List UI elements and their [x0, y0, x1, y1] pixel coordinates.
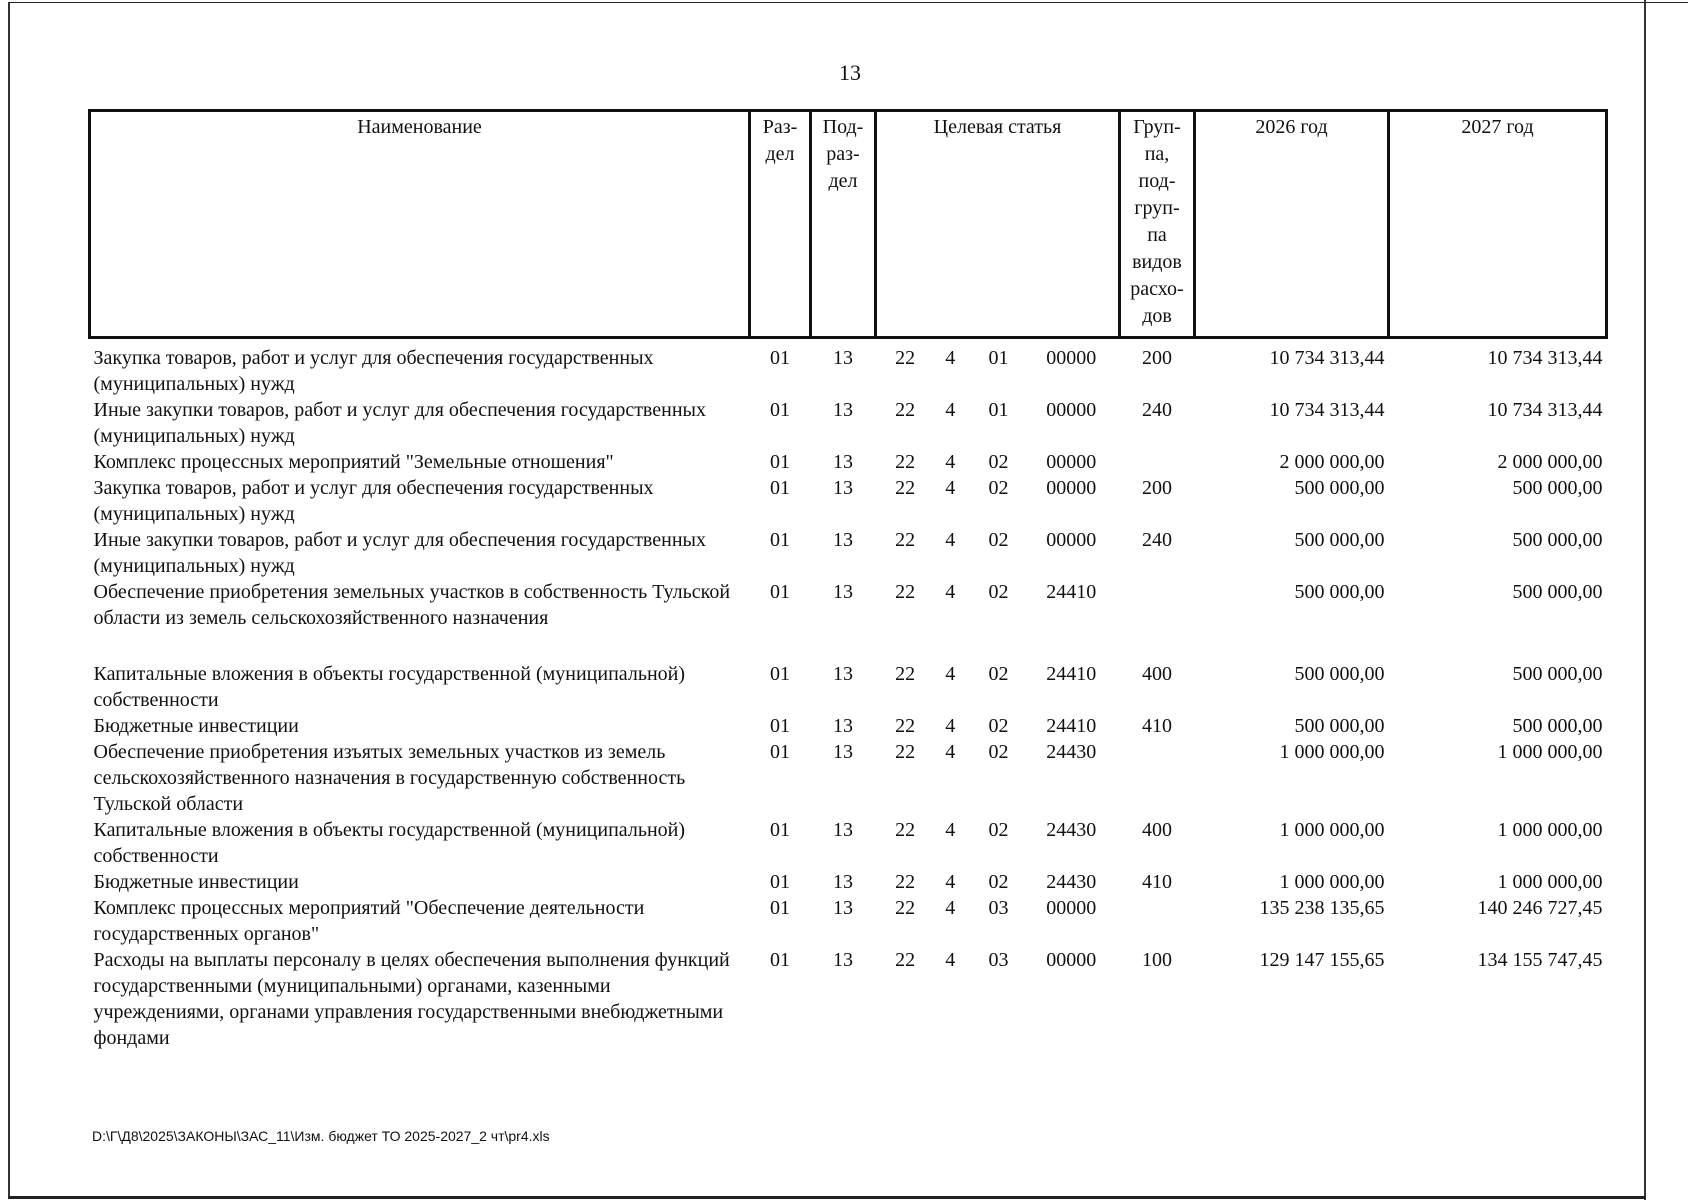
row-2026: 500 000,00 [1294, 715, 1385, 737]
row-target-t3: 02 [988, 663, 1009, 685]
header-target: Целевая статья [876, 111, 1120, 338]
row-target [876, 475, 1120, 527]
row-podrazdel: 13 [833, 715, 853, 737]
row-group: 400 [1142, 663, 1172, 685]
row-razdel: 01 [770, 663, 790, 685]
row-group: 410 [1142, 871, 1172, 893]
table-row [90, 947, 1607, 1051]
table-row [90, 475, 1607, 527]
row-target-t4: 24430 [1046, 819, 1097, 841]
row-target-t1: 22 [895, 871, 916, 893]
row-target-t2: 4 [945, 581, 956, 603]
row-target-t1: 22 [895, 897, 916, 919]
table-row [90, 869, 1607, 895]
row-razdel: 01 [770, 715, 790, 737]
row-name: Обеспечение приобретения изъятых земельных участков из земель сельскохозяйственного назначения в государственную собственность Тульской области [93, 741, 686, 815]
table-row [90, 661, 1607, 713]
row-target-t2: 4 [945, 477, 956, 499]
row-target-t3: 01 [988, 399, 1009, 421]
row-podrazdel: 13 [833, 741, 853, 763]
row-podrazdel: 13 [833, 477, 853, 499]
row-2027: 10 734 313,44 [1487, 347, 1603, 369]
row-target-t2: 4 [945, 715, 956, 737]
row-razdel: 01 [770, 871, 790, 893]
row-target [876, 817, 1120, 869]
row-target-t2: 4 [945, 949, 956, 971]
table-row [90, 713, 1607, 739]
row-target-t1: 22 [895, 949, 916, 971]
row-name: Закупка товаров, работ и услуг для обеспечения государственных (муниципальных) нужд [93, 347, 654, 395]
row-2026: 500 000,00 [1294, 477, 1385, 499]
row-podrazdel: 13 [833, 451, 853, 473]
row-target-t3: 02 [988, 819, 1009, 841]
row-target [876, 739, 1120, 817]
row-razdel: 01 [770, 347, 790, 369]
row-podrazdel: 13 [833, 663, 853, 685]
row-razdel: 01 [770, 897, 790, 919]
page-border-left [8, 2, 10, 1199]
row-target-t3: 02 [988, 871, 1009, 893]
row-target-t1: 22 [895, 477, 916, 499]
row-razdel: 01 [770, 819, 790, 841]
row-2026: 10 734 313,44 [1269, 399, 1385, 421]
row-target-t4: 24430 [1046, 871, 1097, 893]
row-target-t1: 22 [895, 581, 916, 603]
table-row [90, 449, 1607, 475]
row-target-t2: 4 [945, 451, 956, 473]
table-row [90, 895, 1607, 947]
row-target-t2: 4 [945, 897, 956, 919]
page-border-top [8, 2, 1688, 3]
row-podrazdel: 13 [833, 347, 853, 369]
row-group [1120, 449, 1195, 475]
row-target [876, 338, 1120, 398]
row-name: Иные закупки товаров, работ и услуг для обеспечения государственных (муниципальных) нужд [93, 399, 706, 447]
row-target [876, 713, 1120, 739]
row-target-t4: 24430 [1046, 741, 1097, 763]
row-2027: 1 000 000,00 [1497, 871, 1603, 893]
row-target [876, 397, 1120, 449]
row-2026: 10 734 313,44 [1269, 347, 1385, 369]
row-target-t4: 24410 [1046, 663, 1097, 685]
row-podrazdel: 13 [833, 399, 853, 421]
row-target-t3: 02 [988, 715, 1009, 737]
row-name: Капитальные вложения в объекты государственной (муниципальной) собственности [93, 819, 686, 867]
table-row [90, 739, 1607, 817]
row-target-t4: 00000 [1046, 949, 1097, 971]
row-target [876, 895, 1120, 947]
row-target-t3: 02 [988, 741, 1009, 763]
page-number: 13 [839, 60, 861, 85]
row-name: Расходы на выплаты персоналу в целях обеспечения выполнения функций государственными (муниципальными) органами, казенными учреждениями, органами управления государственными внебюджетными фондами [93, 949, 730, 1049]
row-2027: 500 000,00 [1512, 529, 1603, 551]
row-2026: 500 000,00 [1294, 663, 1385, 685]
row-target-t3: 02 [988, 477, 1009, 499]
row-razdel: 01 [770, 741, 790, 763]
table-body [90, 338, 1607, 1052]
row-target-t3: 03 [988, 897, 1009, 919]
row-razdel: 01 [770, 399, 790, 421]
header-group: Груп- па, под- груп- па видов расхо- дов [1120, 111, 1195, 338]
row-2026: 1 000 000,00 [1279, 741, 1385, 763]
row-2027: 500 000,00 [1512, 581, 1603, 603]
table-row [90, 397, 1607, 449]
row-name: Комплекс процессных мероприятий "Обеспечение деятельности государственных органов" [93, 897, 645, 945]
header-2026: 2026 год [1195, 111, 1389, 338]
row-target-t4: 00000 [1046, 451, 1097, 473]
row-target-t1: 22 [895, 529, 916, 551]
row-target [876, 527, 1120, 579]
row-target-t2: 4 [945, 663, 956, 685]
row-group: 200 [1142, 477, 1172, 499]
row-razdel: 01 [770, 581, 790, 603]
row-target-t1: 22 [895, 741, 916, 763]
row-group: 100 [1142, 949, 1172, 971]
row-2027: 1 000 000,00 [1497, 741, 1603, 763]
row-razdel: 01 [770, 529, 790, 551]
row-group: 410 [1142, 715, 1172, 737]
row-group [1120, 579, 1195, 661]
row-2027: 140 246 727,45 [1477, 897, 1603, 919]
row-target-t4: 00000 [1046, 529, 1097, 551]
row-target [876, 869, 1120, 895]
row-target [876, 947, 1120, 1051]
row-2026: 500 000,00 [1294, 529, 1385, 551]
table-row [90, 527, 1607, 579]
row-target-t1: 22 [895, 347, 916, 369]
table-row [90, 817, 1607, 869]
row-target-t3: 01 [988, 347, 1009, 369]
row-group: 240 [1142, 399, 1172, 421]
row-target-t4: 00000 [1046, 477, 1097, 499]
row-target-t1: 22 [895, 399, 916, 421]
header-2027: 2027 год [1389, 111, 1607, 338]
row-target-t3: 02 [988, 581, 1009, 603]
row-group: 400 [1142, 819, 1172, 841]
row-podrazdel: 13 [833, 949, 853, 971]
row-podrazdel: 13 [833, 897, 853, 919]
row-target-t1: 22 [895, 451, 916, 473]
row-2026: 129 147 155,65 [1259, 949, 1385, 971]
row-name: Иные закупки товаров, работ и услуг для обеспечения государственных (муниципальных) нужд [93, 529, 706, 577]
page-border-bottom [8, 1196, 1646, 1199]
row-target-t2: 4 [945, 741, 956, 763]
row-2027: 10 734 313,44 [1487, 399, 1603, 421]
row-group: 200 [1142, 347, 1172, 369]
row-podrazdel: 13 [833, 819, 853, 841]
row-target [876, 579, 1120, 661]
header-row [90, 111, 1607, 338]
row-target-t4: 24410 [1046, 715, 1097, 737]
row-name: Закупка товаров, работ и услуг для обеспечения государственных (муниципальных) нужд [93, 477, 654, 525]
row-razdel: 01 [770, 451, 790, 473]
row-name: Капитальные вложения в объекты государственной (муниципальной) собственности [93, 663, 686, 711]
row-target-t2: 4 [945, 529, 956, 551]
row-target-t1: 22 [895, 819, 916, 841]
row-podrazdel: 13 [833, 529, 853, 551]
row-podrazdel: 13 [833, 871, 853, 893]
row-name: Комплекс процессных мероприятий "Земельные отношения" [93, 451, 614, 473]
row-2027: 500 000,00 [1512, 663, 1603, 685]
row-group [1120, 739, 1195, 817]
row-target-t2: 4 [945, 399, 956, 421]
row-target-t1: 22 [895, 715, 916, 737]
row-group [1120, 895, 1195, 947]
row-target-t3: 02 [988, 451, 1009, 473]
row-name: Обеспечение приобретения земельных участков в собственность Тульской области из земель сельскохозяйственного назначения [93, 581, 731, 629]
row-2027: 2 000 000,00 [1497, 451, 1603, 473]
row-2026: 135 238 135,65 [1259, 897, 1385, 919]
row-target-t3: 02 [988, 529, 1009, 551]
table-row [90, 338, 1607, 398]
header-name: Наименование [90, 111, 750, 338]
row-target-t2: 4 [945, 871, 956, 893]
row-target-t1: 22 [895, 663, 916, 685]
table-row [90, 579, 1607, 661]
row-2027: 134 155 747,45 [1477, 949, 1603, 971]
row-2027: 500 000,00 [1512, 715, 1603, 737]
row-2026: 500 000,00 [1294, 581, 1385, 603]
row-2027: 1 000 000,00 [1497, 819, 1603, 841]
row-2027: 500 000,00 [1512, 477, 1603, 499]
row-target-t2: 4 [945, 347, 956, 369]
row-razdel: 01 [770, 477, 790, 499]
row-razdel: 01 [770, 949, 790, 971]
file-path: D:\Г\Д8\2025\ЗАКОНЫ\ЗАС_11\Изм. бюджет ТО 2025-2027_2 чт\pr4.xls [92, 1128, 550, 1144]
row-2026: 1 000 000,00 [1279, 871, 1385, 893]
row-target-t4: 24410 [1046, 581, 1097, 603]
row-target [876, 661, 1120, 713]
row-target-t2: 4 [945, 819, 956, 841]
row-name: Бюджетные инвестиции [93, 715, 299, 737]
row-target-t4: 00000 [1046, 897, 1097, 919]
budget-table [88, 109, 1608, 1051]
row-name: Бюджетные инвестиции [93, 871, 299, 893]
row-target-t4: 00000 [1046, 347, 1097, 369]
row-target-t3: 03 [988, 949, 1009, 971]
header-razdel: Раз- дел [750, 111, 811, 338]
row-podrazdel: 13 [833, 581, 853, 603]
row-2026: 2 000 000,00 [1279, 451, 1385, 473]
row-target [876, 449, 1120, 475]
row-group: 240 [1142, 529, 1172, 551]
row-2026: 1 000 000,00 [1279, 819, 1385, 841]
header-podrazdel: Под- раз- дел [811, 111, 876, 338]
page-border-right [1644, 0, 1646, 1200]
row-target-t4: 00000 [1046, 399, 1097, 421]
